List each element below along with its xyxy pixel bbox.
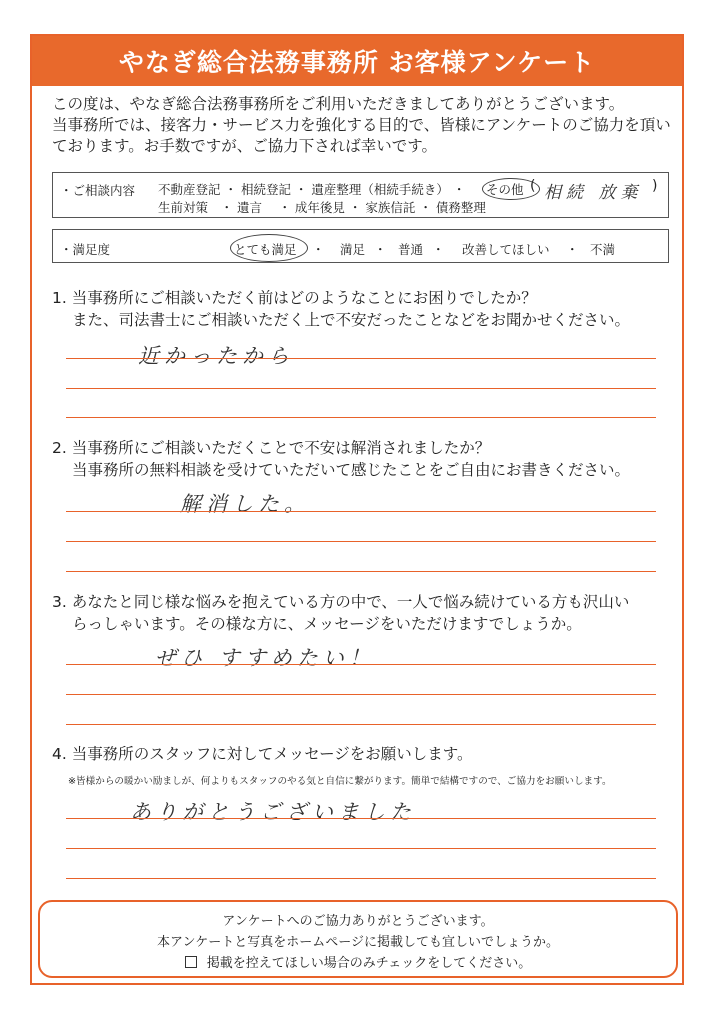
intro-line: ております。お手数ですが、ご協力下されば幸いです。 [52, 137, 438, 155]
question-3-answer[interactable]: ぜひ すすめたい！ [155, 646, 375, 670]
question-2-line2: 当事務所の無料相談を受けていただいて感じたことをご自由にお書きください。 [72, 461, 631, 479]
separator-dot: ・ [432, 242, 445, 257]
consultation-options-row1[interactable]: 不動産登記 ・ 相続登記 ・ 遺産整理（相続手続き） ・ [158, 182, 466, 197]
answer-line [66, 694, 656, 695]
question-4-line1: 4. 当事務所のスタッフに対してメッセージをお願いします。 [52, 745, 473, 763]
other-paren-close: ) [652, 178, 658, 194]
answer-line [66, 358, 656, 359]
question-2-line1: 2. 当事務所にご相談いただくことで不安は解消されましたか？ [52, 439, 491, 457]
consultation-other-label[interactable]: その他 [486, 182, 524, 197]
answer-line [66, 388, 656, 389]
question-3-line1: 3. あなたと同じ様な悩みを抱えている方の中で、一人で悩み続けている方も沢山い [52, 593, 630, 611]
separator-dot: ・ [566, 242, 579, 257]
answer-line [66, 878, 656, 879]
answer-line [66, 818, 656, 819]
intro-text [52, 94, 682, 157]
footer-thanks: アンケートへのご協力ありがとうございます。 [222, 914, 494, 929]
consultation-label: ・ご相談内容 [60, 183, 136, 198]
satisfaction-option-dissatisfied[interactable]: 不満 [590, 242, 616, 257]
intro-line: この度は、やなぎ総合法務事務所をご利用いただきましてありがとうございます。 [52, 95, 625, 113]
separator-dot: ・ [374, 242, 387, 257]
consultation-other-answer[interactable]: 相続 放棄 [544, 183, 643, 203]
question-4-answer[interactable]: ありがとうございました [130, 800, 416, 824]
satisfaction-label: ・満足度 [60, 242, 111, 257]
intro-line: 当事務所では、接客力・サービス力を強化する目的で、皆様にアンケートのご協力を頂い [52, 116, 671, 134]
encouragement-note: ※皆様からの暖かい励ましが、何よりもスタッフのやる気と自信に繋がります。簡単で結構ですので、ご協力をお願いします。 [68, 776, 612, 787]
footer-box [38, 900, 678, 978]
question-2-answer[interactable]: 解消した。 [180, 492, 310, 516]
question-3-line2: らっしゃいます。その様な方に、メッセージをいただけますでしょうか。 [72, 615, 582, 633]
satisfaction-option-improve[interactable]: 改善してほしい [462, 242, 550, 257]
separator-dot: ・ [312, 242, 325, 257]
other-paren-open: ( [530, 178, 536, 194]
answer-line [66, 511, 656, 512]
answer-line [66, 664, 656, 665]
answer-line [66, 541, 656, 542]
answer-line [66, 571, 656, 572]
question-1-answer[interactable]: 近かったから [138, 344, 294, 368]
answer-line [66, 848, 656, 849]
satisfaction-option-very-satisfied[interactable]: とても満足 [234, 242, 297, 257]
satisfaction-option-satisfied[interactable]: 満足 [340, 242, 366, 257]
satisfaction-option-normal[interactable]: 普通 [398, 242, 424, 257]
question-1-line1: 1. 当事務所にご相談いただく前はどのようなことにお困りでしたか？ [52, 289, 537, 307]
footer-checkbox-label: 掲載を控えてほしい場合のみチェックをしてください。 [206, 956, 532, 971]
answer-line [66, 417, 656, 418]
answer-line [66, 724, 656, 725]
question-1-line2: また、司法書士にご相談いただく上で不安だったことなどをお聞かせください。 [72, 311, 631, 329]
footer-permission-question: 本アンケートと写真をホームページに掲載しても宜しいでしょうか。 [157, 935, 559, 950]
selection-circle [230, 234, 308, 262]
footer-checkbox-row [40, 952, 676, 971]
form-title: やなぎ総合法務事務所 お客様アンケート [32, 36, 682, 86]
opt-out-checkbox[interactable] [185, 956, 197, 968]
consultation-options-row2[interactable]: 生前対策 ・ 遺言 ・ 成年後見 ・ 家族信託 ・ 債務整理 [158, 200, 486, 215]
